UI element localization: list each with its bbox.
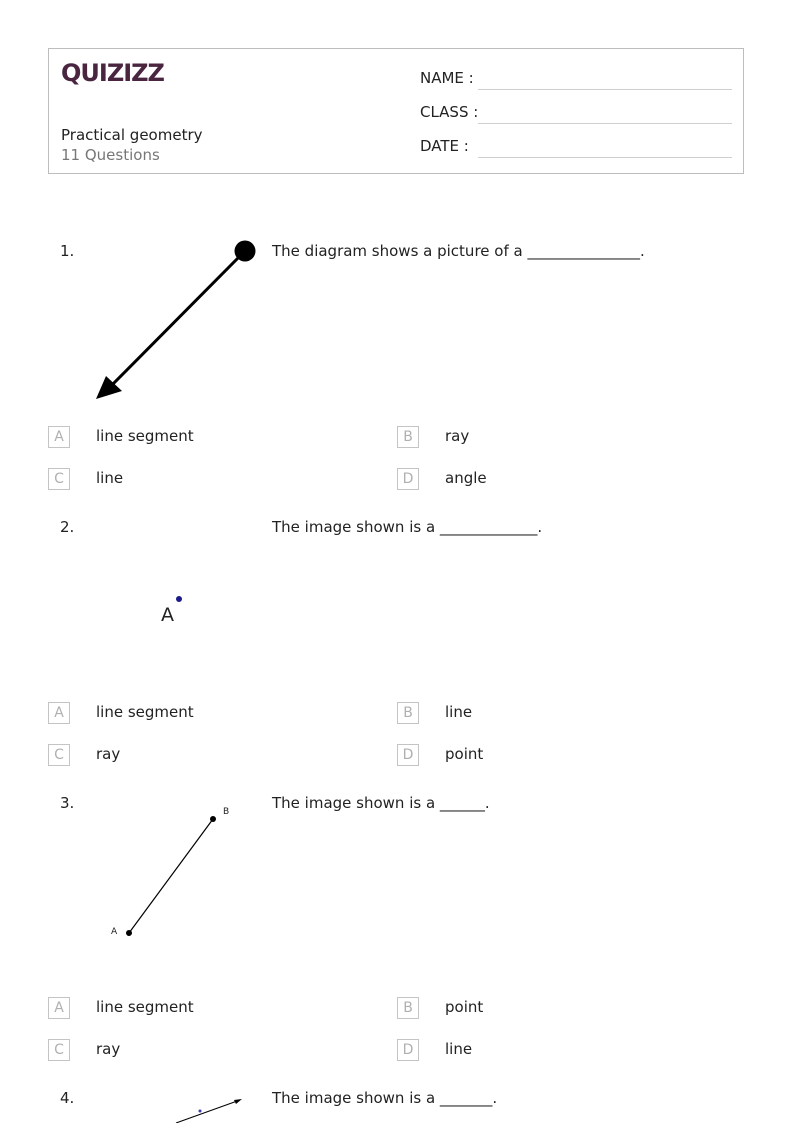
q3-option-a-letter[interactable]: A — [48, 997, 70, 1019]
point-a-dot — [126, 930, 132, 936]
q2-option-d-letter[interactable]: D — [397, 744, 419, 766]
q1-option-b-text: ray — [445, 427, 470, 445]
question-3-number: 3. — [60, 794, 75, 812]
point-a-dot — [176, 596, 182, 602]
worksheet-title: Practical geometry — [61, 126, 203, 144]
segment-label-b: B — [223, 807, 230, 817]
q3-option-b-letter[interactable]: B — [397, 997, 419, 1019]
question-count: 11 Questions — [61, 146, 160, 164]
name-label: NAME : — [420, 69, 474, 87]
q2-option-d-text: point — [445, 745, 484, 763]
date-field[interactable] — [478, 157, 732, 158]
q3-option-c-text: ray — [96, 1040, 121, 1058]
q1-option-c-text: line — [96, 469, 124, 487]
q3-option-d-text: line — [445, 1040, 473, 1058]
q1-option-c-letter[interactable]: C — [48, 468, 70, 490]
q1-option-d-text: angle — [445, 469, 487, 487]
q3-option-a-text: line segment — [96, 998, 194, 1016]
class-label: CLASS : — [420, 103, 479, 121]
ray-diagram-partial — [170, 1095, 250, 1123]
question-2-number: 2. — [60, 518, 75, 536]
name-field[interactable] — [478, 89, 732, 90]
q2-option-c-text: ray — [96, 745, 121, 763]
point-b-dot — [210, 816, 216, 822]
q2-option-a-letter[interactable]: A — [48, 702, 70, 724]
line-segment-diagram — [100, 800, 250, 950]
question-1-number: 1. — [60, 242, 75, 260]
worksheet-header — [48, 48, 744, 174]
question-1-text: The diagram shows a picture of a _______________. — [272, 242, 645, 260]
q2-option-c-letter[interactable]: C — [48, 744, 70, 766]
q2-option-b-letter[interactable]: B — [397, 702, 419, 724]
q3-option-d-letter[interactable]: D — [397, 1039, 419, 1061]
q1-option-a-text: line segment — [96, 427, 194, 445]
q2-option-a-text: line segment — [96, 703, 194, 721]
q3-option-b-text: point — [445, 998, 484, 1016]
q2-option-b-text: line — [445, 703, 473, 721]
q3-option-c-letter[interactable]: C — [48, 1039, 70, 1061]
class-field[interactable] — [478, 123, 732, 124]
ray-diagram — [88, 232, 268, 407]
q1-option-b-letter[interactable]: B — [397, 426, 419, 448]
question-2-text: The image shown is a _____________. — [272, 518, 543, 536]
q1-option-d-letter[interactable]: D — [397, 468, 419, 490]
point-a-label: A — [161, 604, 174, 626]
quizizz-logo — [61, 59, 164, 87]
q1-option-a-letter[interactable]: A — [48, 426, 70, 448]
segment-label-a: A — [111, 927, 118, 937]
question-4-text: The image shown is a _______. — [272, 1089, 498, 1107]
question-4-number: 4. — [60, 1089, 75, 1107]
date-label: DATE : — [420, 137, 469, 155]
svg-text:QUIZIZZ: QUIZIZZ — [61, 59, 164, 87]
question-3-text: The image shown is a ______. — [272, 794, 490, 812]
